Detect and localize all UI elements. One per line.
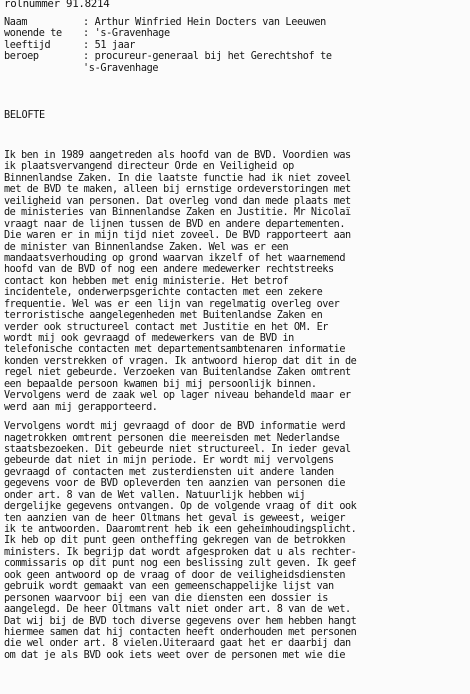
text-line: wordt mij ook gevraagd of medewerkers van de BVD in	[4, 333, 294, 344]
detail-label: beroep	[4, 51, 39, 63]
text-line: die wel onder art. 8 vielen.Uiteraard gaat het er daarbij dan	[4, 638, 351, 650]
text-line: regel niet gebeurde. Verzoeken van Buitenlandse Zaken omtrent	[4, 367, 351, 379]
rolnummer: rolnummer 91.8214	[4, 0, 110, 10]
text-line: incidentele, onderwerpsgerichte contacten met een zekere	[4, 287, 323, 299]
text-line: Dat wij bij de BVD toch diverse gegevens over hem hebben hangt	[4, 615, 357, 627]
text-line: staatsbezoeken. Dit gebeurde niet structureel. In ieder geval	[4, 443, 351, 455]
text-line: hiermee samen dat hij contacten heeft onderhouden met personen	[4, 626, 357, 638]
text-line: Vervolgens wordt mij gevraagd of door de BVD informatie werd	[4, 421, 346, 433]
text-line: gebeurde dat niet in mijn periode. Er wordt mij vervolgens	[4, 455, 334, 467]
detail-row	[4, 40, 332, 51]
paragraph	[4, 150, 468, 413]
text-line: terroristische aangelegenheden met Buitenlandse Zaken en	[4, 310, 323, 322]
detail-label: Naam	[4, 17, 28, 28]
text-line: personen waarvoor bij een van die diensten een dossier is	[4, 592, 328, 604]
section-heading: BELOFTE	[4, 110, 45, 121]
text-line: mandaatsverhouding op grond waarvan ikzelf of het waarnemend	[4, 252, 346, 264]
text-line: ministers. Ik begrijp dat wordt afgesproken dat u als rechter-	[4, 546, 357, 558]
detail-value: : 's-Gravenhage	[83, 28, 170, 40]
text-line: de ministeries van Binnenlandse Zaken en Justitie. Mr Nicolaï	[4, 207, 351, 219]
text-line: hoofd van de BVD of nog een andere medewerker rechtstreeks	[4, 264, 334, 276]
detail-row	[4, 51, 332, 62]
text-line: om dat je als BVD ook iets weet over de personen met wie die	[4, 649, 346, 661]
text-line: gevraagd of contacten met zusterdiensten uit andere landen	[4, 466, 334, 478]
text-line: Binnenlandse Zaken. In die laatste functie had ik niet zoveel	[4, 172, 351, 184]
text-line: commissaris op dit punt nog een beslissing zult geven. Ik geef	[4, 558, 357, 570]
text-line: nagetrokken omtrent personen die meereisden met Nederlandse	[4, 432, 340, 444]
text-line: werd aan mij gerapporteerd.	[4, 401, 158, 413]
personal-details	[4, 17, 332, 74]
text-line: ik te antwoorden. Daaromtrent heb ik een geheimhoudingsplicht.	[4, 524, 357, 535]
text-line: ook geen antwoord op de vraag of door de veiligheidsdiensten	[4, 569, 346, 581]
text-line: met de BVD te maken, alleen bij ernstige ordeverstoringen met	[4, 184, 351, 196]
text-line: vraagt naar de lijnen tussen de BVD en andere departementen.	[4, 218, 346, 230]
text-line: frequentie. Wel was er een lijn van regelmatig overleg over	[4, 298, 340, 310]
text-line: Vervolgens werd de zaak wel op lager niveau behandeld maar er	[4, 390, 351, 402]
detail-value: : 51 jaar	[83, 39, 136, 51]
text-line: dergelijke gegevens ontvangen. Op de volgende vraag of dit ook	[4, 501, 357, 513]
paragraph	[4, 421, 468, 661]
detail-row	[4, 17, 332, 28]
detail-row	[4, 28, 332, 39]
text-line: contact kon hebben met enig ministerie. Het betrof	[4, 275, 289, 287]
text-line: ten aanzien van de heer Oltmans het geval is geweest, weiger	[4, 512, 346, 524]
text-line: de minister van Binnenlandse Zaken. Wel was er een	[4, 241, 289, 253]
detail-value: : procureur-generaal bij het Gerechtshof te	[83, 51, 332, 63]
text-line: verder ook structureel contact met Justitie en het OM. Er	[4, 321, 328, 333]
text-line: konden verstrekken of vragen. Ik antwoord hierop dat dit in de	[4, 355, 357, 367]
text-line: gegevens voor de BVD opleverden ten aanzien van personen die	[4, 478, 346, 490]
detail-label: leeftijd	[4, 39, 51, 51]
text-line: ik plaatsvervangend directeur Orde en Veiligheid op	[4, 161, 294, 173]
text-line: aangelegd. De heer Oltmans valt niet onder art. 8 van de wet.	[4, 604, 351, 616]
statement-body	[4, 150, 468, 661]
detail-value: : Arthur Winfried Hein Docters van Leeuwen	[83, 17, 326, 28]
text-line: een bepaalde persoon kwamen bij mij persoonlijk binnen.	[4, 378, 317, 390]
text-line: Die waren er in mijn tijd niet zoveel. De BVD rapporteert aan	[4, 230, 351, 242]
text-line: gebruik wordt gemaakt van een gemeenschappelijke lijst van	[4, 581, 334, 593]
text-line: Ik heb op dit punt geen ontheffing gekregen van de betrokken	[4, 535, 346, 547]
text-line: Ik ben in 1989 aangetreden als hoofd van de BVD. Voordien was	[4, 150, 351, 161]
text-line: veiligheid van personen. Dat overleg vond dan mede plaats met	[4, 195, 351, 207]
detail-label: wonende te	[4, 28, 62, 40]
text-line: telefonische contacten met departementsambtenaren informatie	[4, 344, 346, 356]
detail-value-continued: 's-Gravenhage	[83, 62, 159, 74]
text-line: onder art. 8 van de Wet vallen. Natuurlijk hebben wij	[4, 489, 306, 501]
